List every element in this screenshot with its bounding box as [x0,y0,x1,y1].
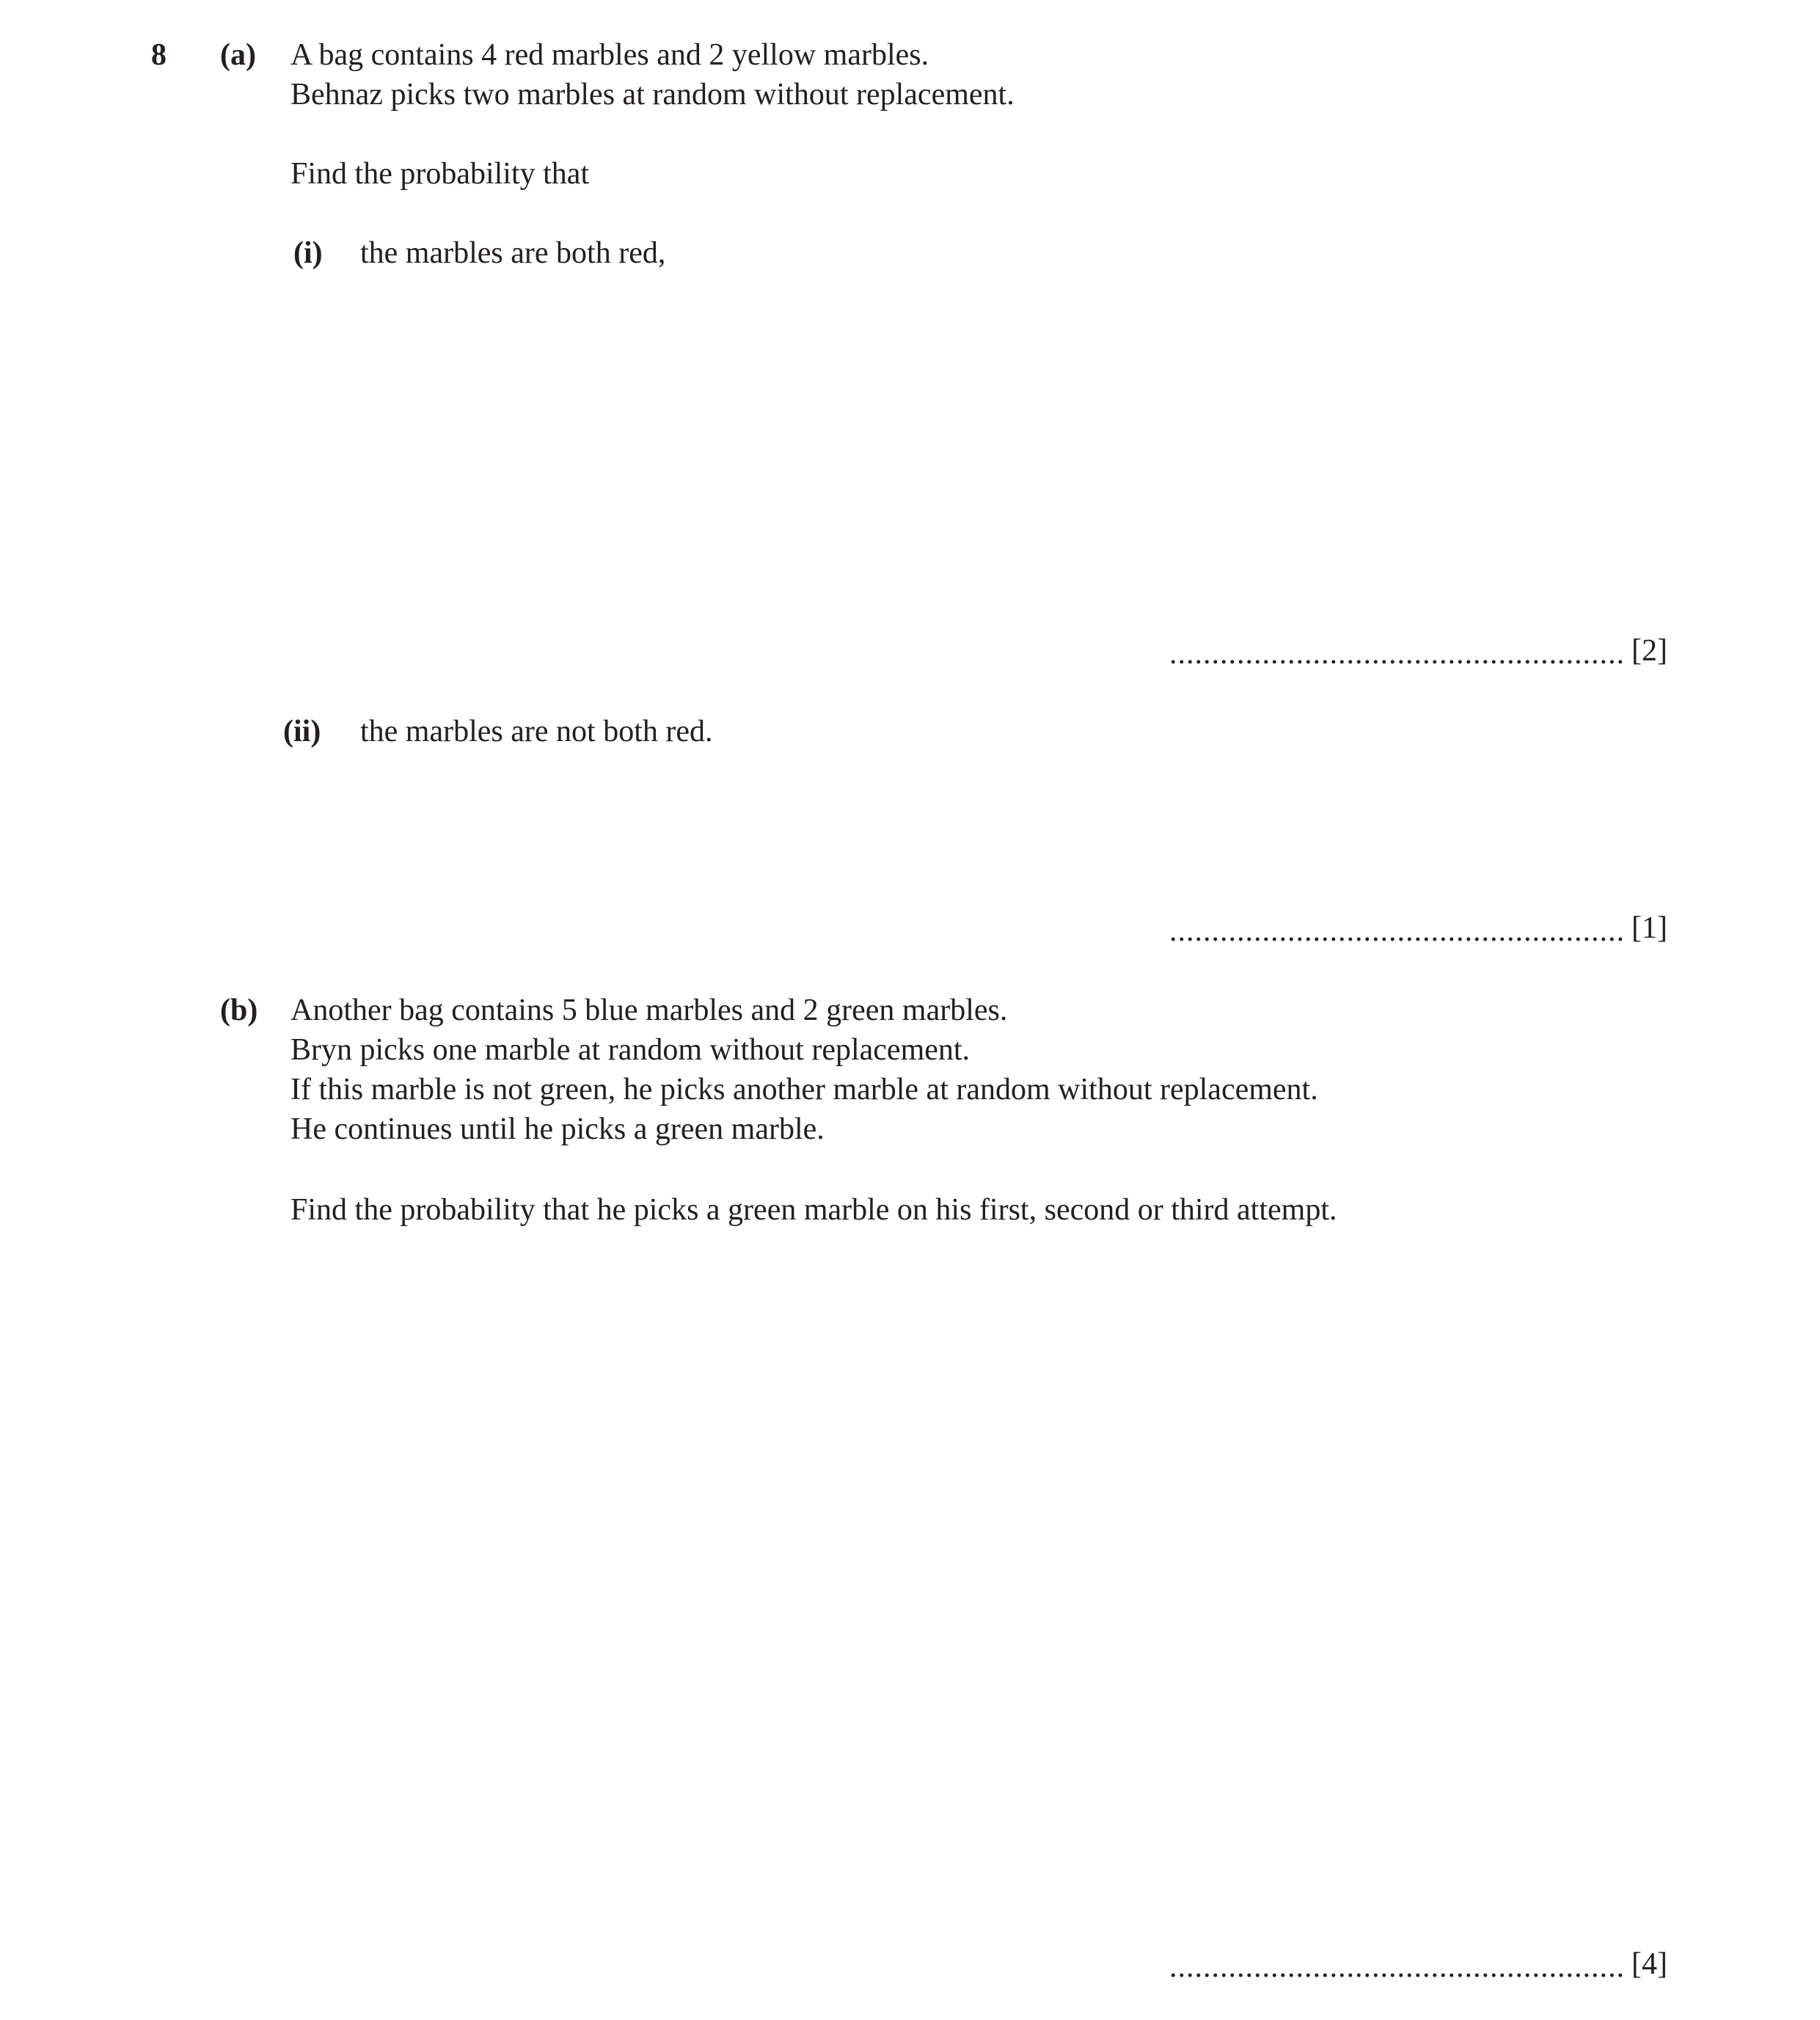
part-b-answer-line[interactable]: ...................................................... [1169,1950,1625,1984]
sub-ii-answer-line[interactable]: ...................................................... [1169,914,1625,948]
sub-i-label: (i) [293,236,323,270]
part-a-line-2: Behnaz picks two marbles at random without replacement. [290,78,1015,112]
part-b-prompt: Find the probability that he picks a green marble on his first, second or third attempt. [290,1193,1337,1227]
part-b-line-2: Bryn picks one marble at random without replacement. [290,1033,971,1067]
part-b-line-1: Another bag contains 5 blue marbles and 2 green marbles. [290,993,1008,1027]
part-b-line-4: He continues until he picks a green marble. [290,1112,825,1146]
sub-ii-label: (ii) [283,715,321,748]
part-a-prompt: Find the probability that [290,157,590,191]
part-b-line-3: If this marble is not green, he picks another marble at random without replacement. [290,1073,1318,1106]
sub-i-answer-line[interactable]: ...................................................... [1169,637,1625,671]
question-number: 8 [151,38,167,72]
sub-ii-marks: [1] [1631,911,1667,945]
part-a-line-1: A bag contains 4 red marbles and 2 yellow marbles. [290,38,929,72]
part-a-label: (a) [220,38,256,72]
part-b-label: (b) [220,993,258,1027]
sub-i-marks: [2] [1631,634,1667,668]
part-b-marks: [4] [1631,1947,1667,1981]
sub-ii-text: the marbles are not both red. [360,715,713,748]
sub-i-text: the marbles are both red, [360,236,666,270]
